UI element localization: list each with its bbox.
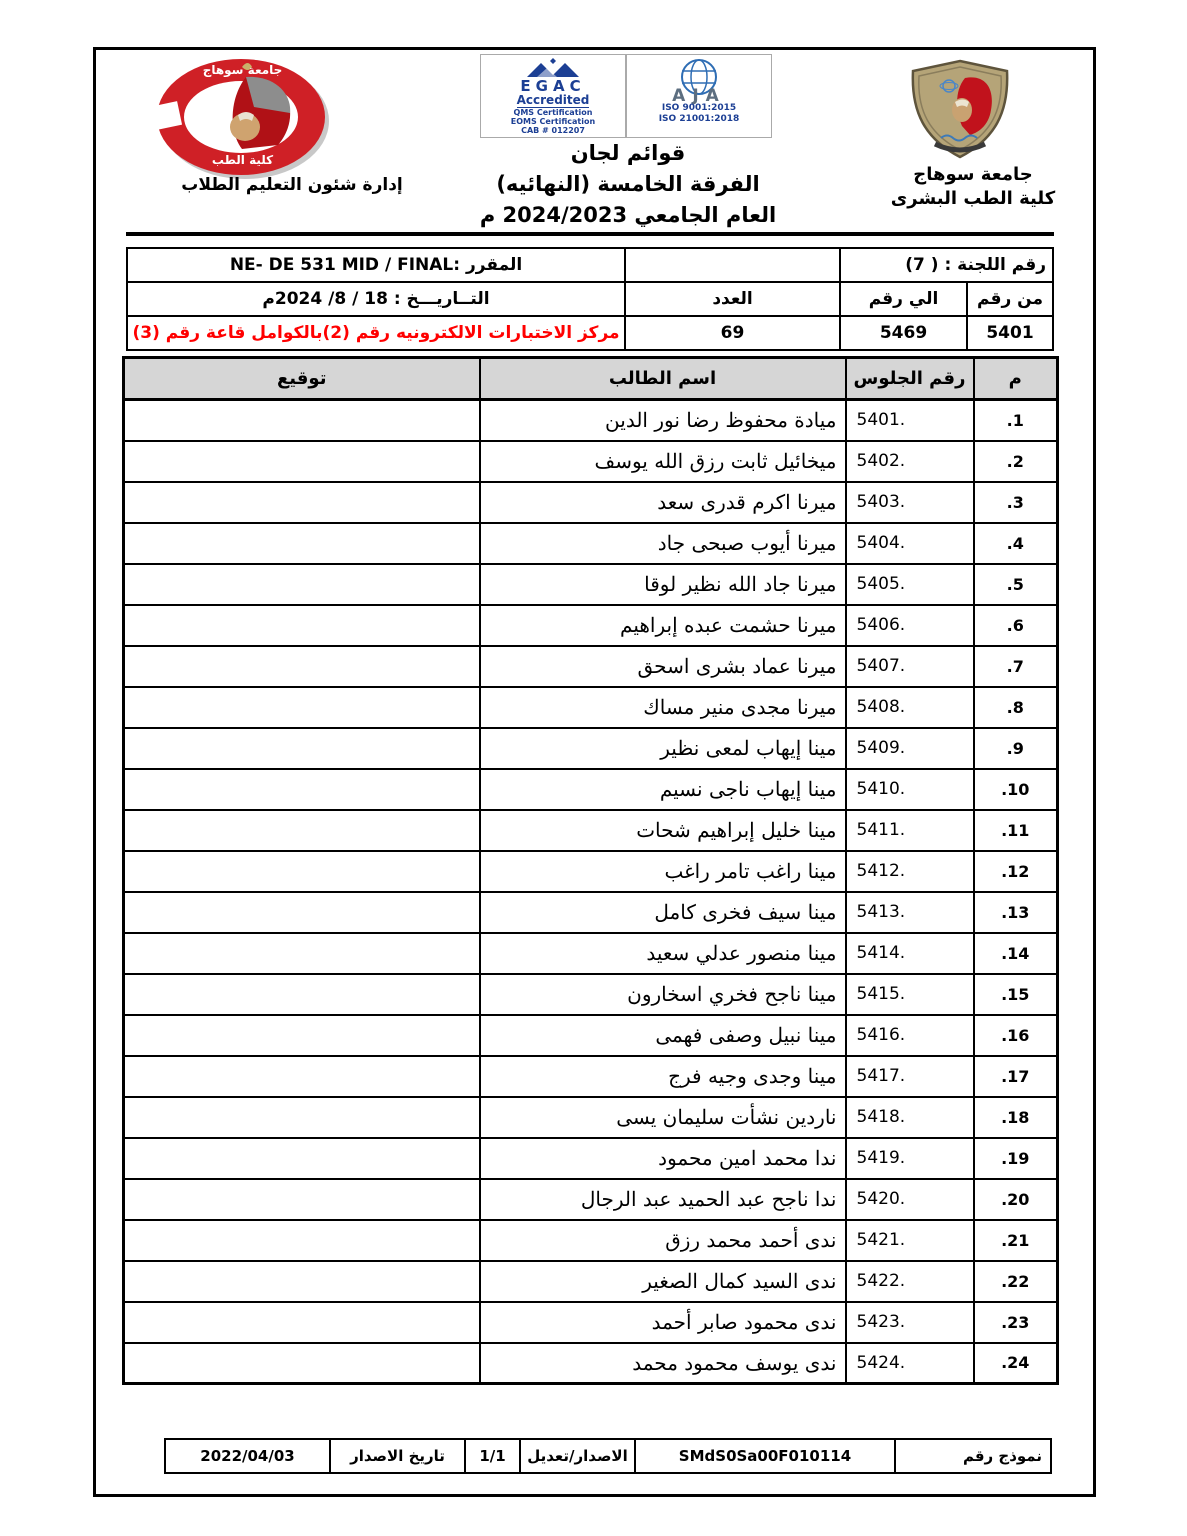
seat-number: 5413. [846,892,974,933]
student-name: ميرنا مجدى منير مساك [480,687,846,728]
row-number: .8 [974,687,1058,728]
student-row [124,441,1058,482]
signature-cell [124,1343,480,1384]
col-header-name: اسم الطالب [480,358,846,400]
signature-cell [124,851,480,892]
col-header-signature: توقيع [124,358,480,400]
student-row [124,933,1058,974]
signature-cell [124,400,480,441]
student-row [124,1261,1058,1302]
signature-cell [124,810,480,851]
aja-iso-line: ISO 21001:2018 [658,114,740,124]
seat-number: 5412. [846,851,974,892]
seat-number: 5410. [846,769,974,810]
info-row-2 [127,282,1053,316]
faculty-logo-top-text: جامعة سوهاج [202,63,283,77]
row-number: .12 [974,851,1058,892]
document-titles [468,138,788,231]
accreditation-logos [480,54,772,138]
seat-number: 5414. [846,933,974,974]
signature-cell [124,892,480,933]
student-row [124,892,1058,933]
issue-label: الاصدار/تعديل [520,1439,635,1473]
row-number: .7 [974,646,1058,687]
signature-cell [124,1056,480,1097]
student-row [124,1056,1058,1097]
form-footer-table [164,1438,1052,1474]
footer-row [165,1439,1051,1473]
student-name: مينا راغب تامر راغب [480,851,846,892]
student-row [124,1179,1058,1220]
student-row [124,605,1058,646]
student-name: مينا سيف فخرى كامل [480,892,846,933]
row-number: .9 [974,728,1058,769]
student-row [124,564,1058,605]
row-number: .4 [974,523,1058,564]
row-number: .22 [974,1261,1058,1302]
title-line-3: العام الجامعي 2024/2023 م [479,203,777,227]
student-row [124,851,1058,892]
university-name [823,163,1123,211]
seat-number: 5409. [846,728,974,769]
row-number: .21 [974,1220,1058,1261]
signature-cell [124,728,480,769]
count-value: 69 [625,316,840,350]
student-name: ميرنا عماد بشرى اسحق [480,646,846,687]
row-number: .23 [974,1302,1058,1343]
student-name: ناردين نشأت سليمان يسى [480,1097,846,1138]
faculty-logo-bottom-text: كلية الطب [211,153,274,167]
student-row [124,728,1058,769]
faculty-name-line: كلية الطب البشرى [890,188,1056,209]
row-number: .10 [974,769,1058,810]
signature-cell [124,933,480,974]
signature-cell [124,1179,480,1220]
student-row [124,1138,1058,1179]
seat-number: 5405. [846,564,974,605]
aja-name: AJA [672,86,726,106]
student-name: ميرنا حشمت عبده إبراهيم [480,605,846,646]
student-name: مينا خليل إبراهيم شحات [480,810,846,851]
signature-cell [124,646,480,687]
seat-number: 5415. [846,974,974,1015]
seat-number: 5406. [846,605,974,646]
student-name: ندى أحمد محمد رزق [480,1220,846,1261]
signature-cell [124,1097,480,1138]
committee-number: رقم اللجنة : ( 7) [840,248,1053,282]
signature-cell [124,1302,480,1343]
student-row [124,1302,1058,1343]
student-row [124,523,1058,564]
issue-value: 1/1 [465,1439,520,1473]
seat-number: 5403. [846,482,974,523]
seat-number: 5407. [846,646,974,687]
seat-number: 5424. [846,1343,974,1384]
row-number: .16 [974,1015,1058,1056]
student-name: مينا منصور عدلي سعيد [480,933,846,974]
egac-cert-line: CAB # 012207 [521,126,585,135]
title-line-2: الفرقة الخامسة (النهائيه) [496,172,760,196]
signature-cell [124,1015,480,1056]
seat-number: 5419. [846,1138,974,1179]
row-number: .24 [974,1343,1058,1384]
student-row [124,1097,1058,1138]
count-label: العدد [625,282,840,316]
signature-cell [124,769,480,810]
exam-date: التــاريـــخ : 18 / 8/ 2024م [127,282,625,316]
student-name: ميرنا اكرم قدرى سعد [480,482,846,523]
row-number: .2 [974,441,1058,482]
department-label: إدارة شئون التعليم الطلاب [181,175,403,195]
student-name: مينا ناجح فخري اسخارون [480,974,846,1015]
student-name: مينا إيهاب لمعى نظير [480,728,846,769]
signature-cell [124,1220,480,1261]
signature-cell [124,564,480,605]
empty-cell [625,248,840,282]
document-page [93,47,1096,1497]
faculty-logo [150,55,335,183]
info-row-1 [127,248,1053,282]
signature-cell [124,1138,480,1179]
egac-cert-line: QMS Certification [513,108,593,117]
row-number: .14 [974,933,1058,974]
student-name: ميادة محفوظ رضا نور الدين [480,400,846,441]
student-name: ندا محمد امين محمود [480,1138,846,1179]
seat-number: 5418. [846,1097,974,1138]
row-number: .11 [974,810,1058,851]
col-header-num: م [974,358,1058,400]
student-row [124,400,1058,441]
students-table-header [124,358,1058,400]
to-number-label: الي رقم [840,282,967,316]
seat-number: 5408. [846,687,974,728]
university-shield-icon [905,58,1015,160]
row-number: .5 [974,564,1058,605]
issue-date-label: تاريخ الاصدار [330,1439,465,1473]
info-row-3 [127,316,1053,350]
student-name: مينا إيهاب ناجى نسيم [480,769,846,810]
egac-name: EGAC [520,77,586,95]
row-number: .15 [974,974,1058,1015]
student-row [124,810,1058,851]
signature-cell [124,1261,480,1302]
student-row [124,974,1058,1015]
header-separator [126,232,1054,236]
row-number: .3 [974,482,1058,523]
egac-accredited-label: Accredited [516,93,590,107]
student-name: ندى يوسف محمود محمد [480,1343,846,1384]
student-name: ميرنا جاد الله نظير لوقا [480,564,846,605]
issue-date-value: 2022/04/03 [165,1439,330,1473]
row-number: .13 [974,892,1058,933]
signature-cell [124,974,480,1015]
row-number: .18 [974,1097,1058,1138]
student-name: مينا وجدى وجيه فرج [480,1056,846,1097]
form-number-label: نموذج رقم [895,1439,1051,1473]
university-logo [905,58,1015,160]
student-row [124,687,1058,728]
row-number: .1 [974,400,1058,441]
aja-iso-line: ISO 9001:2015 [661,103,737,113]
seat-number: 5416. [846,1015,974,1056]
student-row [124,646,1058,687]
student-name: ميخائيل ثابت رزق الله يوسف [480,441,846,482]
col-header-seat: رقم الجلوس [846,358,974,400]
seat-number: 5422. [846,1261,974,1302]
exam-location: مركز الاختبارات الالكترونيه رقم (2)بالكوامل قاعة رقم (3) [127,316,625,350]
student-name: ندى السيد كمال الصغير [480,1261,846,1302]
egac-mountains-icon [523,57,583,79]
signature-cell [124,482,480,523]
egac-logo [480,54,626,138]
signature-cell [124,523,480,564]
student-name: ندى محمود صابر أحمد [480,1302,846,1343]
student-row [124,1015,1058,1056]
aja-logo [626,54,772,138]
student-name: ندا ناجح عبد الحميد عبد الرجال [480,1179,846,1220]
signature-cell [124,441,480,482]
seat-number: 5402. [846,441,974,482]
title-line-1: قوائم لجان [570,141,686,165]
egac-cert-line: EOMS Certification [510,117,596,126]
seat-number: 5423. [846,1302,974,1343]
students-table [122,356,1059,1385]
row-number: .19 [974,1138,1058,1179]
row-number: .20 [974,1179,1058,1220]
row-number: .6 [974,605,1058,646]
seat-number: 5421. [846,1220,974,1261]
from-number-label: من رقم [967,282,1053,316]
student-row [124,769,1058,810]
course-code: المقرر :NE- DE 531 MID / FINAL [127,248,625,282]
student-row [124,482,1058,523]
seat-number: 5417. [846,1056,974,1097]
student-row [124,1343,1058,1384]
student-name: ميرنا أيوب صبحى جاد [480,523,846,564]
seat-number: 5404. [846,523,974,564]
signature-cell [124,605,480,646]
seat-number: 5411. [846,810,974,851]
to-number-value: 5469 [840,316,967,350]
from-number-value: 5401 [967,316,1053,350]
university-name-line: جامعة سوهاج [913,164,1033,185]
student-row [124,1220,1058,1261]
seat-number: 5420. [846,1179,974,1220]
signature-cell [124,687,480,728]
committee-info-table [126,247,1054,351]
student-name: مينا نبيل وصفى فهمى [480,1015,846,1056]
seat-number: 5401. [846,400,974,441]
form-number-value: SMdS0Sa00F010114 [635,1439,895,1473]
row-number: .17 [974,1056,1058,1097]
